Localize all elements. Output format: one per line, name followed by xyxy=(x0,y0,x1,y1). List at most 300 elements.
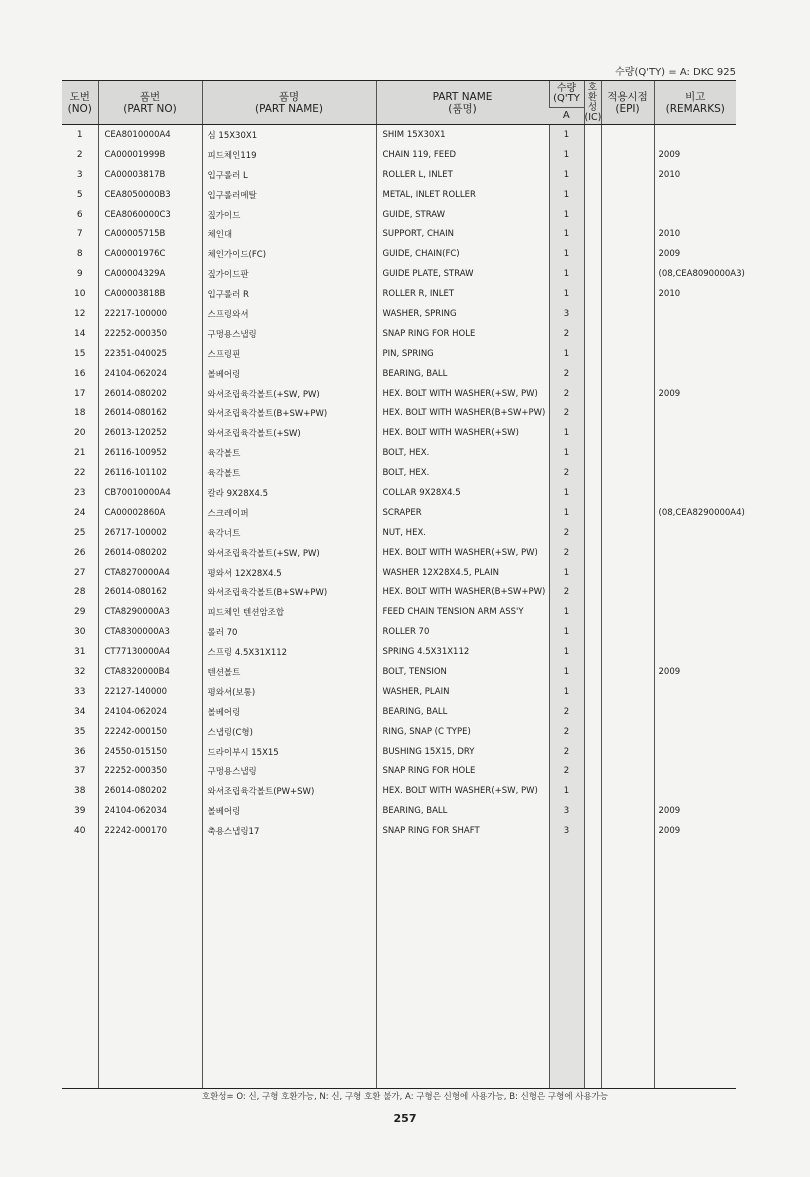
cell-qty: 1 xyxy=(549,642,584,662)
cell-part-name-kr: 구멍용스냅링 xyxy=(202,762,376,782)
cell-part-no: 22242-000170 xyxy=(98,821,202,841)
cell-part-no: CTA8300000A3 xyxy=(98,622,202,642)
cell-epi xyxy=(601,125,654,145)
filler-cell xyxy=(62,841,98,1089)
filler-cell xyxy=(202,841,376,1089)
header-ic: 호 환 성 (IC) xyxy=(584,81,602,123)
table-row xyxy=(62,205,736,225)
cell-no: 38 xyxy=(74,786,86,797)
cell-epi xyxy=(601,344,654,364)
cell-qty: 1 xyxy=(549,284,584,304)
cell-ic xyxy=(584,324,601,344)
table-row xyxy=(62,602,736,622)
cell-part-name-en: WASHER, SPRING xyxy=(376,304,549,324)
cell-part-name-en: SHIM 15X30X1 xyxy=(376,125,549,145)
cell-part-name-kr: 칼라 9X28X4.5 xyxy=(202,483,376,503)
cell-qty: 2 xyxy=(549,523,584,543)
cell-part-no: CA00003818B xyxy=(98,284,202,304)
cell-ic xyxy=(584,364,601,384)
table-row xyxy=(62,443,736,463)
cell-ic xyxy=(584,483,601,503)
table-row xyxy=(62,364,736,384)
cell-ic xyxy=(584,622,601,642)
cell-no: 15 xyxy=(74,348,86,359)
header-remarks: 비고 (REMARKS) xyxy=(654,81,736,125)
cell-part-name-kr: 피드체인 텐션암조합 xyxy=(202,602,376,622)
cell-part-no: 22127-140000 xyxy=(98,682,202,702)
cell-part-name-en: BEARING, BALL xyxy=(376,364,549,384)
cell-part-name-kr: 스크레이퍼 xyxy=(202,503,376,523)
table-row xyxy=(62,423,736,443)
cell-part-name-en: HEX. BOLT WITH WASHER(+SW, PW) xyxy=(376,543,549,563)
cell-qty: 1 xyxy=(549,423,584,443)
cell-part-no: CA00004329A xyxy=(98,264,202,284)
cell-epi xyxy=(601,364,654,384)
cell-no: 17 xyxy=(74,388,86,399)
cell-ic xyxy=(584,662,601,682)
cell-part-name-kr: 와셔조립육각볼트(+SW) xyxy=(202,423,376,443)
cell-epi xyxy=(601,403,654,423)
cell-part-name-en: SNAP RING FOR HOLE xyxy=(376,762,549,782)
cell-ic xyxy=(584,244,601,264)
filler-cell xyxy=(601,841,654,1089)
cell-part-name-en: SNAP RING FOR SHAFT xyxy=(376,821,549,841)
cell-epi xyxy=(601,145,654,165)
cell-no: 37 xyxy=(74,766,86,777)
table-row xyxy=(62,622,736,642)
filler-cell xyxy=(376,841,549,1089)
cell-qty: 1 xyxy=(549,781,584,801)
cell-part-name-kr: 텐션볼트 xyxy=(202,662,376,682)
cell-ic xyxy=(584,582,601,602)
table-row xyxy=(62,722,736,742)
cell-no: 34 xyxy=(74,706,86,717)
cell-epi xyxy=(601,244,654,264)
cell-qty: 1 xyxy=(549,185,584,205)
table-row xyxy=(62,801,736,821)
cell-part-no: CA00001999B xyxy=(98,145,202,165)
cell-part-no: 24550-015150 xyxy=(98,742,202,762)
cell-part-name-en: ROLLER 70 xyxy=(376,622,549,642)
cell-epi xyxy=(601,304,654,324)
cell-ic xyxy=(584,304,601,324)
cell-part-name-kr: 육각볼트 xyxy=(202,443,376,463)
table-row xyxy=(62,702,736,722)
cell-qty: 1 xyxy=(549,483,584,503)
cell-no: 1 xyxy=(76,129,83,140)
cell-ic xyxy=(584,125,601,145)
cell-part-name-kr: 평와셔 12X28X4.5 xyxy=(202,563,376,583)
cell-part-name-kr: 와셔조립육각볼트(B+SW+PW) xyxy=(202,403,376,423)
cell-no: 29 xyxy=(74,607,86,618)
cell-part-no: CTA8320000B4 xyxy=(98,662,202,682)
cell-epi xyxy=(601,722,654,742)
cell-qty: 3 xyxy=(549,821,584,841)
header-qty-a: A xyxy=(549,108,584,125)
cell-remarks xyxy=(654,185,736,205)
header-no: 도번 (NO) xyxy=(62,81,98,125)
cell-qty: 1 xyxy=(549,264,584,284)
cell-qty: 2 xyxy=(549,722,584,742)
table-row xyxy=(62,125,736,145)
cell-remarks xyxy=(654,742,736,762)
cell-epi xyxy=(601,821,654,841)
table-row xyxy=(62,543,736,563)
cell-part-no: 24104-062024 xyxy=(98,364,202,384)
cell-remarks xyxy=(654,622,736,642)
cell-no: 16 xyxy=(74,368,86,379)
cell-epi xyxy=(601,563,654,583)
cell-remarks xyxy=(654,682,736,702)
cell-no: 25 xyxy=(74,527,86,538)
cell-part-no: 26116-101102 xyxy=(98,463,202,483)
table-row xyxy=(62,642,736,662)
table-row xyxy=(62,244,736,264)
cell-no: 21 xyxy=(74,448,86,459)
cell-remarks xyxy=(654,344,736,364)
cell-no: 20 xyxy=(74,428,86,439)
cell-part-name-en: HEX. BOLT WITH WASHER(+SW, PW) xyxy=(376,384,549,404)
cell-part-no: CTA8270000A4 xyxy=(98,563,202,583)
cell-qty: 3 xyxy=(549,801,584,821)
cell-qty: 2 xyxy=(549,742,584,762)
cell-ic xyxy=(584,523,601,543)
cell-part-name-en: PIN, SPRING xyxy=(376,344,549,364)
header-qty: 수량 (Q'TY xyxy=(549,81,584,108)
cell-epi xyxy=(601,682,654,702)
cell-ic xyxy=(584,742,601,762)
cell-qty: 1 xyxy=(549,602,584,622)
cell-remarks xyxy=(654,543,736,563)
cell-epi xyxy=(601,503,654,523)
cell-part-name-kr: 볼베어링 xyxy=(202,801,376,821)
cell-ic xyxy=(584,165,601,185)
cell-remarks: 2009 xyxy=(654,801,736,821)
cell-part-name-kr: 스프링핀 xyxy=(202,344,376,364)
cell-part-no: 22242-000150 xyxy=(98,722,202,742)
cell-no: 3 xyxy=(76,169,83,180)
cell-no: 27 xyxy=(74,567,86,578)
cell-part-name-en: GUIDE PLATE, STRAW xyxy=(376,264,549,284)
cell-part-no: CA00005715B xyxy=(98,224,202,244)
cell-epi xyxy=(601,423,654,443)
table-row xyxy=(62,781,736,801)
cell-no: 10 xyxy=(74,289,86,300)
cell-part-no: 22252-000350 xyxy=(98,324,202,344)
cell-no: 33 xyxy=(74,686,86,697)
cell-part-no: CTA8290000A3 xyxy=(98,602,202,622)
cell-epi xyxy=(601,801,654,821)
cell-qty: 1 xyxy=(549,563,584,583)
cell-remarks: 2009 xyxy=(654,662,736,682)
cell-remarks xyxy=(654,364,736,384)
cell-qty: 1 xyxy=(549,622,584,642)
cell-ic xyxy=(584,702,601,722)
cell-part-name-en: BOLT, HEX. xyxy=(376,443,549,463)
cell-part-name-kr: 심 15X30X1 xyxy=(202,125,376,145)
cell-part-name-en: WASHER 12X28X4.5, PLAIN xyxy=(376,563,549,583)
cell-part-name-en: CHAIN 119, FEED xyxy=(376,145,549,165)
table-row xyxy=(62,463,736,483)
cell-remarks: 2010 xyxy=(654,224,736,244)
cell-epi xyxy=(601,384,654,404)
cell-part-name-kr: 롤러 70 xyxy=(202,622,376,642)
cell-epi xyxy=(601,642,654,662)
cell-part-name-en: GUIDE, STRAW xyxy=(376,205,549,225)
table-row xyxy=(62,821,736,841)
cell-ic xyxy=(584,423,601,443)
cell-part-name-kr: 입구롤러메탈 xyxy=(202,185,376,205)
cell-part-name-en: COLLAR 9X28X4.5 xyxy=(376,483,549,503)
cell-ic xyxy=(584,642,601,662)
cell-ic xyxy=(584,563,601,583)
header-part-name-en: PART NAME (품명) xyxy=(376,81,549,125)
cell-ic xyxy=(584,284,601,304)
table-row xyxy=(62,483,736,503)
cell-part-name-en: BEARING, BALL xyxy=(376,801,549,821)
table-row xyxy=(62,563,736,583)
cell-part-name-en: HEX. BOLT WITH WASHER(+SW, PW) xyxy=(376,781,549,801)
table-row xyxy=(62,324,736,344)
qty-note: 수량(Q'TY) = A: DKC 925 xyxy=(615,67,736,78)
cell-ic xyxy=(584,801,601,821)
cell-no: 35 xyxy=(74,726,86,737)
cell-no: 31 xyxy=(74,647,86,658)
cell-remarks xyxy=(654,324,736,344)
cell-ic xyxy=(584,224,601,244)
footnote: 호환성= O: 신, 구형 호환가능, N: 신, 구형 호환 불가, A: 구형은 신형에 사용가능, B: 신형은 구형에 사용가능 xyxy=(201,1092,609,1102)
table-row xyxy=(62,344,736,364)
cell-part-name-kr: 볼베어링 xyxy=(202,364,376,384)
cell-part-no: 26717-100002 xyxy=(98,523,202,543)
cell-part-name-en: GUIDE, CHAIN(FC) xyxy=(376,244,549,264)
cell-part-name-en: BOLT, TENSION xyxy=(376,662,549,682)
table-row xyxy=(62,165,736,185)
cell-part-name-kr: 볼베어링 xyxy=(202,702,376,722)
cell-part-no: CEA8060000C3 xyxy=(98,205,202,225)
cell-part-name-kr: 축용스냅링17 xyxy=(202,821,376,841)
cell-qty: 1 xyxy=(549,125,584,145)
cell-no: 30 xyxy=(74,627,86,638)
cell-epi xyxy=(601,463,654,483)
cell-remarks xyxy=(654,722,736,742)
cell-part-name-en: BOLT, HEX. xyxy=(376,463,549,483)
cell-ic xyxy=(584,682,601,702)
cell-remarks: 2009 xyxy=(654,145,736,165)
cell-qty: 2 xyxy=(549,702,584,722)
cell-part-name-en: WASHER, PLAIN xyxy=(376,682,549,702)
table-row xyxy=(62,742,736,762)
cell-part-name-kr: 와셔조립육각볼트(PW+SW) xyxy=(202,781,376,801)
cell-qty: 2 xyxy=(549,364,584,384)
cell-ic xyxy=(584,205,601,225)
cell-part-name-kr: 와셔조립육각볼트(B+SW+PW) xyxy=(202,582,376,602)
cell-no: 2 xyxy=(76,149,83,160)
cell-part-name-kr: 체인가이드(FC) xyxy=(202,244,376,264)
cell-qty: 2 xyxy=(549,324,584,344)
cell-part-name-kr: 체인대 xyxy=(202,224,376,244)
cell-remarks: 2009 xyxy=(654,244,736,264)
cell-remarks xyxy=(654,304,736,324)
cell-part-name-en: HEX. BOLT WITH WASHER(+SW) xyxy=(376,423,549,443)
cell-part-no: CB70010000A4 xyxy=(98,483,202,503)
filler-cell xyxy=(98,841,202,1089)
cell-remarks xyxy=(654,781,736,801)
cell-no: 7 xyxy=(76,229,83,240)
cell-part-name-en: METAL, INLET ROLLER xyxy=(376,185,549,205)
cell-epi xyxy=(601,205,654,225)
cell-no: 23 xyxy=(74,487,86,498)
cell-epi xyxy=(601,582,654,602)
cell-epi xyxy=(601,224,654,244)
cell-qty: 3 xyxy=(549,304,584,324)
cell-no: 6 xyxy=(76,209,83,220)
cell-qty: 1 xyxy=(549,165,584,185)
cell-ic xyxy=(584,781,601,801)
table-row xyxy=(62,384,736,404)
cell-part-name-en: SUPPORT, CHAIN xyxy=(376,224,549,244)
cell-part-name-en: FEED CHAIN TENSION ARM ASS'Y xyxy=(376,602,549,622)
cell-no: 8 xyxy=(76,249,83,260)
cell-epi xyxy=(601,324,654,344)
cell-no: 26 xyxy=(74,547,86,558)
cell-remarks xyxy=(654,423,736,443)
table-row xyxy=(62,762,736,782)
table-row xyxy=(62,264,736,284)
cell-qty: 1 xyxy=(549,682,584,702)
table-row xyxy=(62,582,736,602)
cell-part-no: 26014-080202 xyxy=(98,384,202,404)
cell-part-no: 26014-080202 xyxy=(98,543,202,563)
cell-epi xyxy=(601,702,654,722)
cell-part-no: 22217-100000 xyxy=(98,304,202,324)
cell-part-no: CA00003817B xyxy=(98,165,202,185)
cell-no: 28 xyxy=(74,587,86,598)
filler-cell xyxy=(654,841,736,1089)
cell-no: 14 xyxy=(74,328,86,339)
cell-remarks xyxy=(654,563,736,583)
cell-epi xyxy=(601,483,654,503)
cell-remarks: 2009 xyxy=(654,384,736,404)
table-row xyxy=(62,304,736,324)
cell-ic xyxy=(584,463,601,483)
cell-part-name-en: HEX. BOLT WITH WASHER(B+SW+PW) xyxy=(376,582,549,602)
cell-qty: 1 xyxy=(549,503,584,523)
cell-qty: 1 xyxy=(549,244,584,264)
table-filler-row xyxy=(62,841,736,1089)
cell-epi xyxy=(601,443,654,463)
cell-epi xyxy=(601,264,654,284)
cell-remarks xyxy=(654,702,736,722)
cell-part-name-kr: 평와셔(보통) xyxy=(202,682,376,702)
cell-epi xyxy=(601,523,654,543)
cell-part-no: 26014-080162 xyxy=(98,403,202,423)
cell-remarks: (08,CEA8090000A3) xyxy=(654,264,736,284)
cell-part-name-en: SCRAPER xyxy=(376,503,549,523)
header-part-no: 품번 (PART NO) xyxy=(98,81,202,125)
table-row xyxy=(62,185,736,205)
cell-remarks xyxy=(654,463,736,483)
cell-part-name-kr: 짚가이드판 xyxy=(202,264,376,284)
cell-remarks xyxy=(654,443,736,463)
cell-part-name-kr: 와셔조립육각볼트(+SW, PW) xyxy=(202,543,376,563)
cell-qty: 2 xyxy=(549,384,584,404)
cell-part-no: 26014-080202 xyxy=(98,781,202,801)
cell-part-no: 26014-080162 xyxy=(98,582,202,602)
cell-no: 12 xyxy=(74,308,86,319)
table-row xyxy=(62,224,736,244)
cell-epi xyxy=(601,781,654,801)
cell-qty: 2 xyxy=(549,403,584,423)
cell-remarks xyxy=(654,762,736,782)
cell-remarks: 2009 xyxy=(654,821,736,841)
cell-part-name-kr: 드라이부시 15X15 xyxy=(202,742,376,762)
cell-remarks: (08,CEA8290000A4) xyxy=(654,503,736,523)
table-row xyxy=(62,403,736,423)
cell-no: 9 xyxy=(76,269,83,280)
cell-ic xyxy=(584,762,601,782)
cell-qty: 1 xyxy=(549,224,584,244)
cell-part-name-kr: 스냅링(C형) xyxy=(202,722,376,742)
cell-part-name-en: BUSHING 15X15, DRY xyxy=(376,742,549,762)
parts-table xyxy=(62,80,745,1089)
cell-part-name-en: SNAP RING FOR HOLE xyxy=(376,324,549,344)
table-row xyxy=(62,682,736,702)
cell-no: 5 xyxy=(76,189,83,200)
cell-part-name-en: ROLLER R, INLET xyxy=(376,284,549,304)
cell-epi xyxy=(601,622,654,642)
cell-ic xyxy=(584,722,601,742)
cell-epi xyxy=(601,762,654,782)
cell-no: 32 xyxy=(74,666,86,677)
cell-no: 22 xyxy=(74,468,86,479)
cell-epi xyxy=(601,543,654,563)
cell-part-no: 22252-000350 xyxy=(98,762,202,782)
cell-ic xyxy=(584,264,601,284)
cell-part-name-kr: 입구롤러 L xyxy=(202,165,376,185)
cell-part-no: CEA8010000A4 xyxy=(98,125,202,145)
cell-no: 36 xyxy=(74,746,86,757)
table-row xyxy=(62,523,736,543)
filler-cell xyxy=(584,841,601,1089)
cell-part-no: 26013-120252 xyxy=(98,423,202,443)
cell-part-name-en: NUT, HEX. xyxy=(376,523,549,543)
cell-part-name-en: SPRING 4.5X31X112 xyxy=(376,642,549,662)
cell-part-name-kr: 스프링와셔 xyxy=(202,304,376,324)
table-row xyxy=(62,503,736,523)
table-row xyxy=(62,662,736,682)
cell-remarks xyxy=(654,403,736,423)
cell-part-no: CEA8050000B3 xyxy=(98,185,202,205)
cell-remarks xyxy=(654,523,736,543)
cell-qty: 1 xyxy=(549,145,584,165)
cell-qty: 1 xyxy=(549,662,584,682)
cell-remarks xyxy=(654,642,736,662)
cell-remarks: 2010 xyxy=(654,165,736,185)
cell-qty: 1 xyxy=(549,344,584,364)
cell-no: 24 xyxy=(74,507,86,518)
cell-part-name-kr: 와셔조립육각볼트(+SW, PW) xyxy=(202,384,376,404)
cell-part-name-en: BEARING, BALL xyxy=(376,702,549,722)
cell-part-name-en: ROLLER L, INLET xyxy=(376,165,549,185)
cell-qty: 1 xyxy=(549,443,584,463)
cell-part-name-kr: 육각너트 xyxy=(202,523,376,543)
cell-part-name-kr: 구멍용스냅링 xyxy=(202,324,376,344)
page-number: 257 xyxy=(393,1112,417,1125)
cell-remarks xyxy=(654,205,736,225)
cell-ic xyxy=(584,602,601,622)
cell-ic xyxy=(584,821,601,841)
